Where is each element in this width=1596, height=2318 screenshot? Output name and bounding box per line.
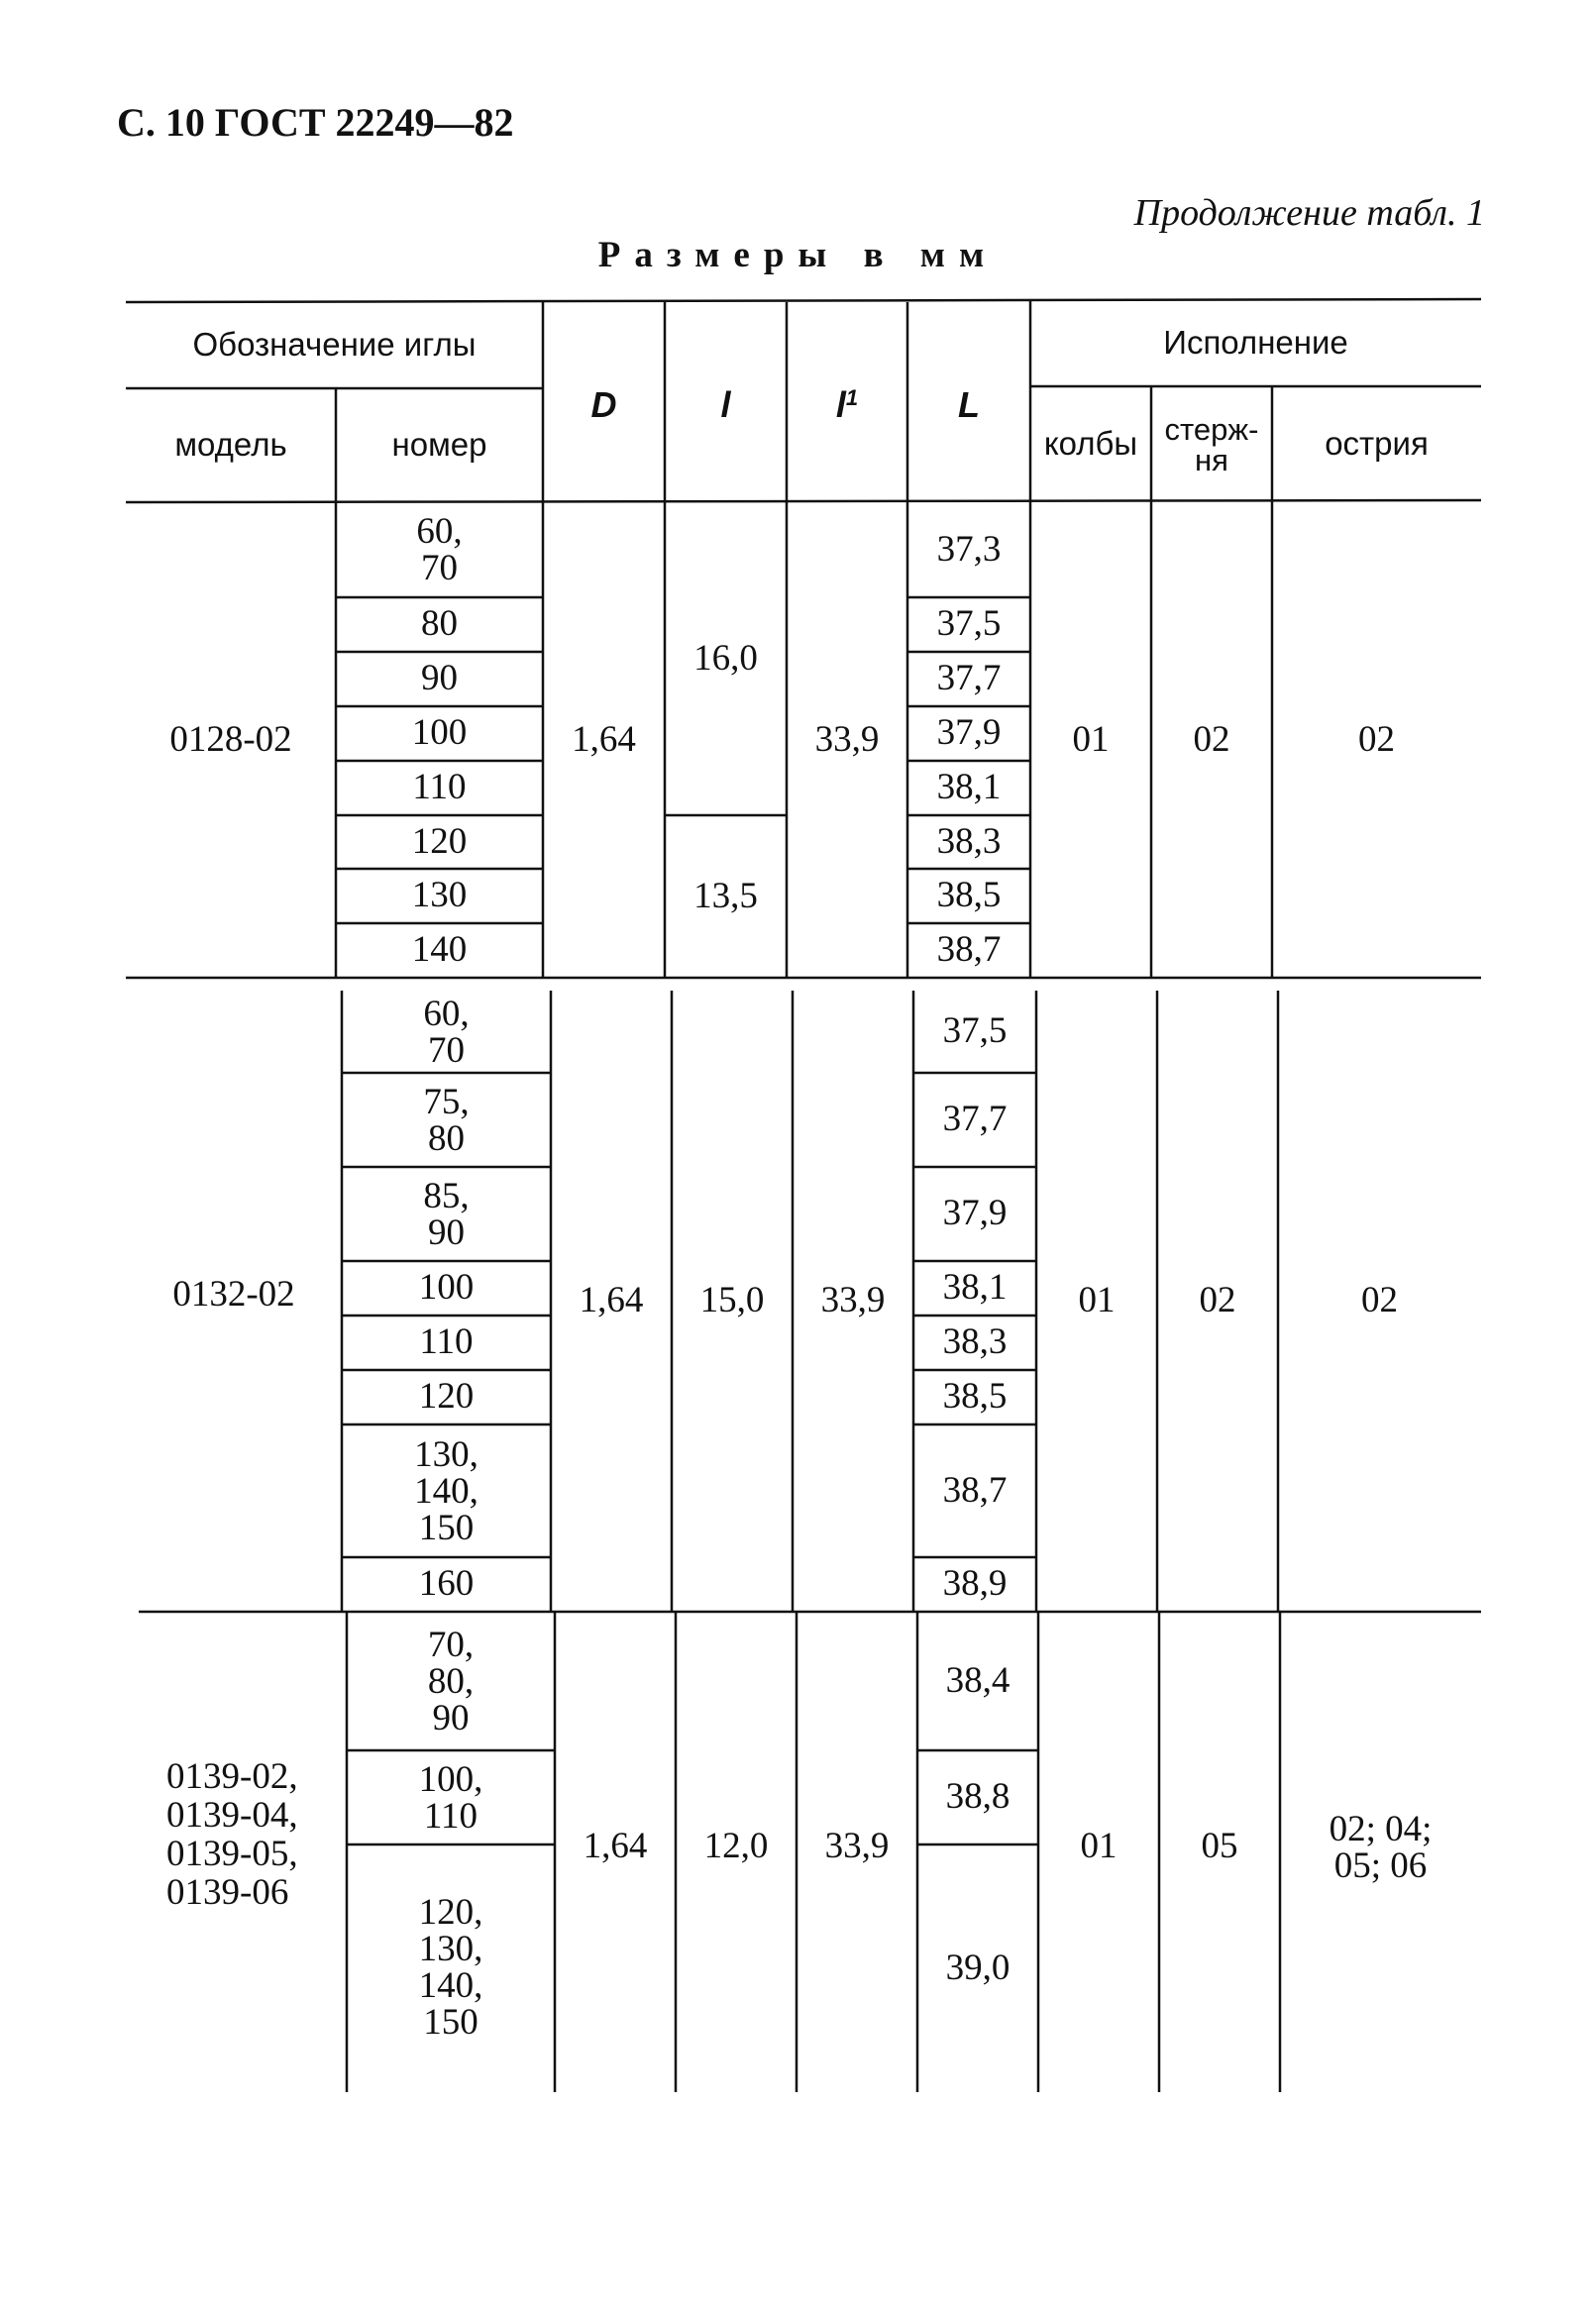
group1-L: 38,1 bbox=[936, 767, 1002, 808]
header-bulb: колбы bbox=[1043, 425, 1138, 463]
header-L: L bbox=[958, 384, 980, 425]
group2-model: 0132-02 bbox=[172, 1273, 295, 1315]
group1-number: 90 bbox=[421, 658, 458, 699]
group1-number: 110 bbox=[412, 767, 467, 808]
header-l1 bbox=[787, 302, 907, 502]
group1-number: 60, 70 bbox=[416, 511, 463, 588]
group3-l: 12,0 bbox=[703, 1826, 769, 1867]
group3-shank: 05 bbox=[1201, 1826, 1238, 1867]
group1-l-lower: 13,5 bbox=[693, 875, 758, 916]
group1-L: 37,9 bbox=[936, 712, 1002, 754]
group3-bulb: 01 bbox=[1080, 1826, 1117, 1867]
table-continuation-note: Продолжение табл. 1 bbox=[1133, 192, 1485, 234]
group2-number: 85, 90 bbox=[423, 1175, 470, 1253]
group2-L: 37,7 bbox=[942, 1099, 1008, 1140]
group2-number: 160 bbox=[418, 1563, 475, 1605]
group1-L: 38,7 bbox=[936, 929, 1002, 971]
group1-number: 120 bbox=[411, 820, 468, 862]
header-execution: Исполнение bbox=[1163, 323, 1348, 361]
group1-L: 37,5 bbox=[936, 603, 1002, 645]
group1-l-upper: 16,0 bbox=[693, 637, 758, 679]
group1-L: 38,5 bbox=[936, 875, 1002, 916]
group2-L: 37,9 bbox=[942, 1193, 1008, 1234]
header-l: l bbox=[720, 384, 731, 425]
group2-L: 37,5 bbox=[942, 1010, 1008, 1052]
group2-D: 1,64 bbox=[579, 1280, 644, 1321]
group2-L: 38,1 bbox=[942, 1267, 1008, 1309]
group3-model: 0139-02, 0139-04, 0139-05, 0139-06 bbox=[166, 1756, 298, 1913]
group2-shank: 02 bbox=[1199, 1280, 1236, 1321]
group2-bulb: 01 bbox=[1078, 1280, 1116, 1321]
group1-number: 80 bbox=[421, 603, 458, 645]
group3-number: 120, 130, 140, 150 bbox=[418, 1892, 483, 2043]
group2-l1: 33,9 bbox=[820, 1280, 886, 1321]
group1-number: 100 bbox=[411, 712, 468, 754]
group1-L: 38,3 bbox=[936, 820, 1002, 862]
header-model: модель bbox=[174, 426, 287, 464]
group3-D: 1,64 bbox=[583, 1826, 648, 1867]
group2-number: 100 bbox=[418, 1267, 475, 1309]
units-caption: Размеры в мм bbox=[597, 235, 999, 275]
group1-bulb: 01 bbox=[1072, 718, 1110, 760]
group2-number: 130, 140, 150 bbox=[414, 1433, 479, 1548]
header-designation: Обозначение иглы bbox=[192, 326, 477, 364]
group2-point: 02 bbox=[1361, 1280, 1398, 1321]
group1-model: 0128-02 bbox=[169, 718, 292, 760]
group2-l: 15,0 bbox=[699, 1280, 765, 1321]
group1-D: 1,64 bbox=[572, 718, 636, 760]
group3-L: 38,4 bbox=[945, 1659, 1011, 1701]
group3-number: 100, 110 bbox=[418, 1758, 483, 1837]
group2-number: 60, 70 bbox=[423, 993, 470, 1071]
header-point: острия bbox=[1325, 425, 1429, 463]
group2-number: 110 bbox=[419, 1321, 474, 1363]
header-l1-letter: l bbox=[835, 384, 846, 425]
header-number: номер bbox=[391, 426, 487, 464]
group3-point: 02; 04; 05; 06 bbox=[1329, 1808, 1433, 1886]
group2-number: 120 bbox=[418, 1376, 475, 1418]
group2-L: 38,9 bbox=[942, 1563, 1008, 1605]
header-D: D bbox=[590, 384, 617, 425]
group3-L: 39,0 bbox=[945, 1947, 1011, 1988]
group1-number: 130 bbox=[411, 875, 468, 916]
group3-number: 70, 80, 90 bbox=[427, 1624, 475, 1738]
group2-L: 38,3 bbox=[942, 1321, 1008, 1363]
group1-point: 02 bbox=[1358, 718, 1395, 760]
group1-number: 140 bbox=[411, 929, 468, 971]
group2-L: 38,5 bbox=[942, 1376, 1008, 1418]
header-l1-subscript: 1 bbox=[845, 385, 859, 410]
group1-shank: 02 bbox=[1193, 718, 1230, 760]
group3-L: 38,8 bbox=[945, 1776, 1011, 1818]
group1-L: 37,3 bbox=[936, 528, 1002, 570]
header-shank: стерж- ня bbox=[1164, 411, 1259, 477]
group1-L: 37,7 bbox=[936, 658, 1002, 699]
group3-l1: 33,9 bbox=[824, 1826, 890, 1867]
group1-l1: 33,9 bbox=[814, 718, 880, 760]
group2-number: 75, 80 bbox=[423, 1081, 470, 1159]
group2-L: 38,7 bbox=[942, 1469, 1008, 1511]
page-header: С. 10 ГОСТ 22249—82 bbox=[117, 100, 514, 145]
